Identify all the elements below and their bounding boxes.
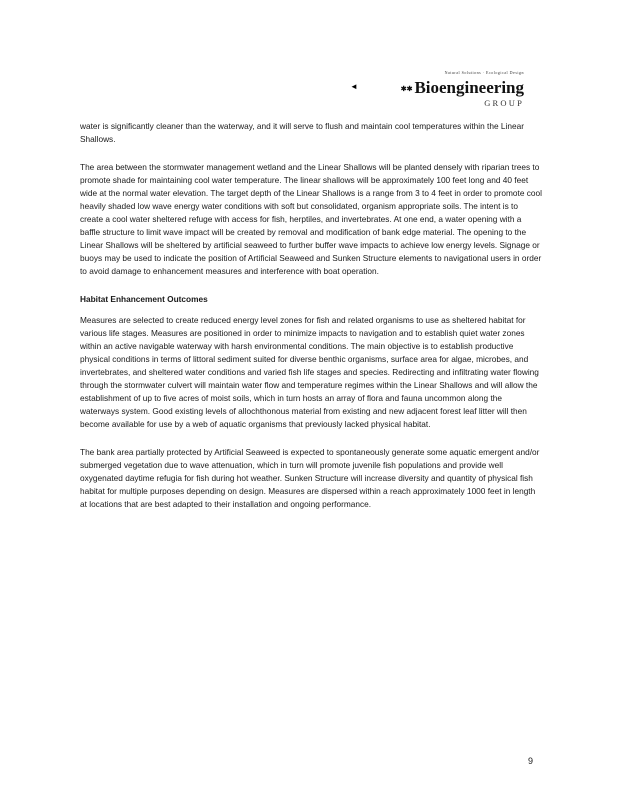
company-logo: [401, 78, 524, 98]
section-heading: Habitat Enhancement Outcomes: [80, 294, 208, 304]
company-group-label: GROUP: [484, 98, 524, 108]
document-body: [80, 120, 543, 526]
company-tagline: Natural Solutions · Ecological Design: [444, 70, 524, 75]
paragraph-bank-area: The bank area partially protected by Artificial Seaweed is expected to spontaneously generate some aquatic emergent and/or submerged vegetation due to wave attenuation, which in turn will promote juvenile fish populations and provide well oxygenated daytime refugia for fish during hot weather. Sunken Structure will increase diversity and quantity of physical fish habitat for multiple purposes depending on design. Measures are dispersed within a reach approximately 1000 feet in length at locations that are best adapted to their installation and ongoing performance.: [80, 447, 540, 509]
left-arrow-icon: ◄: [350, 82, 358, 91]
paragraph-linear-shallows: The area between the stormwater management wetland and the Linear Shallows will be planted densely with riparian trees to promote shade for maintaining cool water temperature. The linear shallows will be approximately 100 feet long and 40 feet wide at the normal water elevation. The target depth of the Linear Shallows is a range from 3 to 4 feet in order to promote cool heavily shaded low wave energy water conditions with soft but consolidated, organism appropriate soils. The intent is to create a cool water sheltered refuge with access for fish, herptiles, and invertebrates. At one end, a water opening with a baffle structure to limit wave impact will be created by removal and modification of bank edge material. The opening to the Linear Shallows will be sheltered by artificial seaweed to further buffer wave impacts to achieve low energy levels. Signage or buoys may be used to indicate the position of Artificial Seaweed and Sunken Structure elements to navigational users in order to avoid damage to enhancement measures and interference with boat operation.: [80, 162, 542, 276]
logo-mark-icon: ✱✱: [400, 85, 413, 94]
paragraph-intro-continuation: water is significantly cleaner than the waterway, and it will serve to flush and maintain cool temperatures within the Linear Shallows.: [80, 121, 524, 144]
company-name: Bioengineering: [414, 78, 524, 97]
page-number: 9: [528, 756, 534, 766]
page-header: [300, 70, 530, 110]
paragraph-measures: Measures are selected to create reduced energy level zones for fish and related organisms to use as sheltered habitat for various life stages. Measures are positioned in order to minimize impacts to navigation and to establish quiet water zones within an active navigable waterway with harsh environmental conditions. The main objective is to establish productive physical conditions in terms of littoral sediment suited for diverse benthic organisms, surface area for algae, microbes, and invertebrates, and sheltered water conditions and varied fish life stages and species. Redirecting and infiltrating water flowing through the stormwater culvert will maintain water flow and temperature regimes within the Linear Shallows and will allow the establishment of up to five acres of moist soils, which in turn hosts an array of flora and fauna uncommon along the waterways system. Good existing levels of allochthonous material from existing and new adjacent forest leaf litter will then become available for use by a web of aquatic organisms that previously lacked physical habitat.: [80, 315, 539, 429]
